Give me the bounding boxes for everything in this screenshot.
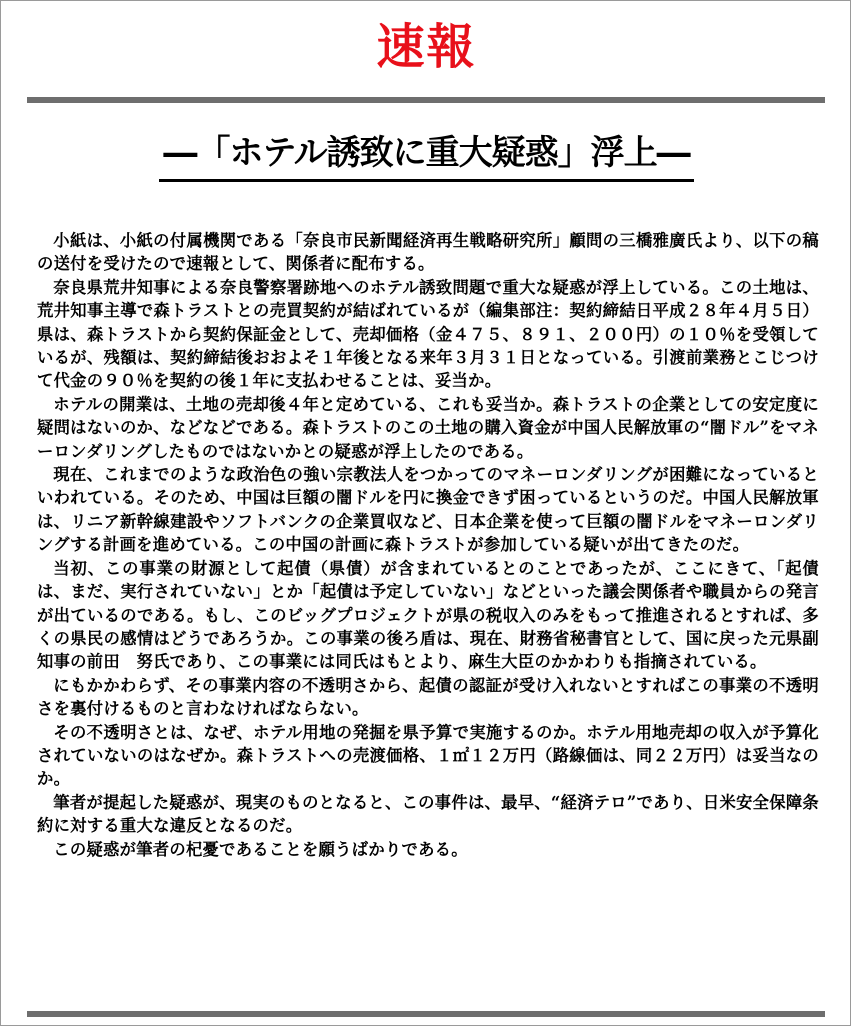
subtitle: ―「ホテル誘致に重大疑惑」浮上― [159,129,693,182]
article-body [37,229,819,861]
article-paragraph: ホテルの開業は、土地の売却後４年と定めている、これも妥当か。森トラストの企業としての安定度に疑問はないのか、などなどである。森トラストのこの土地の購入資金が中国人民解放軍の“闇ドル”をマネーロンダリングしたものではないかとの疑惑が浮上したのである。 [37,394,819,461]
article-paragraph: この疑惑が筆者の杞憂であることを願うばかりである。 [53,839,468,859]
article-paragraph: 筆者が提起した疑惑が、現実のものとなると、この事件は、最早、“経済テロ”であり、日米安全保障条約に対する重大な違反となるのだ。 [37,792,819,836]
article-paragraph: 現在、これまでのような政治色の強い宗教法人をつかってのマネーロンダリングが困難になっているといわれている。そのため、中国は巨額の闇ドルを円に換金できず困っているというのだ。中国人民解放軍は、リニア新幹線建設やソフトバンクの企業買収など、日本企業を使って巨額の闇ドルをマネーロンダリングする計画を進めている。この中国の計画に森トラストが参加している疑いが出てきたのだ。 [37,465,819,555]
bottom-divider [27,1011,825,1017]
article-paragraph: その不透明さとは、なぜ、ホテル用地の発掘を県予算で実施するのか。ホテル用地売却の収入が予算化されていないのはなぜか。森トラストへの売渡価格、１㎡１２万円（路線価は、同２２万円）は妥当なのか。 [37,722,819,789]
article-paragraph: 当初、この事業の財源として起債（県債）が含まれているとのことであったが、ここにきて、「起債は、まだ、実行されていない」とか「起債は予定していない」などといった議会関係者や職員からの発言が出ているのである。もし、このビッグプロジェクトが県の税収入のみをもって推進されるとすれば、多くの県民の感情はどうであろうか。この事業の後ろ盾は、現在、財務省秘書官として、国に戻った元県副知事の前田 努氏であり、この事業には同氏はもとより、麻生大臣のかかわりも指摘されている。 [37,558,819,672]
subtitle-container [1,129,851,182]
article-paragraph: 奈良県荒井知事による奈良警察署跡地へのホテル誘致問題で重大な疑惑が浮上している。この土地は、荒井知事主導で森トラストとの売買契約が結ばれているが（編集部注：契約締結日平成２８年４月５日）県は、森トラストから契約保証金として、売却価格（金４７５、８９１、２００円）の１０％を受領しているが、残額は、契約締結後おおよそ１年後となる来年３月３１日となっている。引渡前業務とこじつけて代金の９０％を契約の後１年に支払わせることは、妥当か。 [37,277,819,391]
article-paragraph: 小紙は、小紙の付属機関である「奈良市民新聞経済再生戦略研究所」顧問の三橋雅廣氏より、以下の稿の送付を受けたので速報として、関係者に配布する。 [37,231,819,274]
headline: 速報 [376,19,477,75]
top-divider [27,97,825,103]
article-paragraph: にもかかわらず、その事業内容の不透明さから、起債の認証が受け入れないとすればこの事業の不透明さを裏付けるものと言わなければならない。 [37,675,819,719]
